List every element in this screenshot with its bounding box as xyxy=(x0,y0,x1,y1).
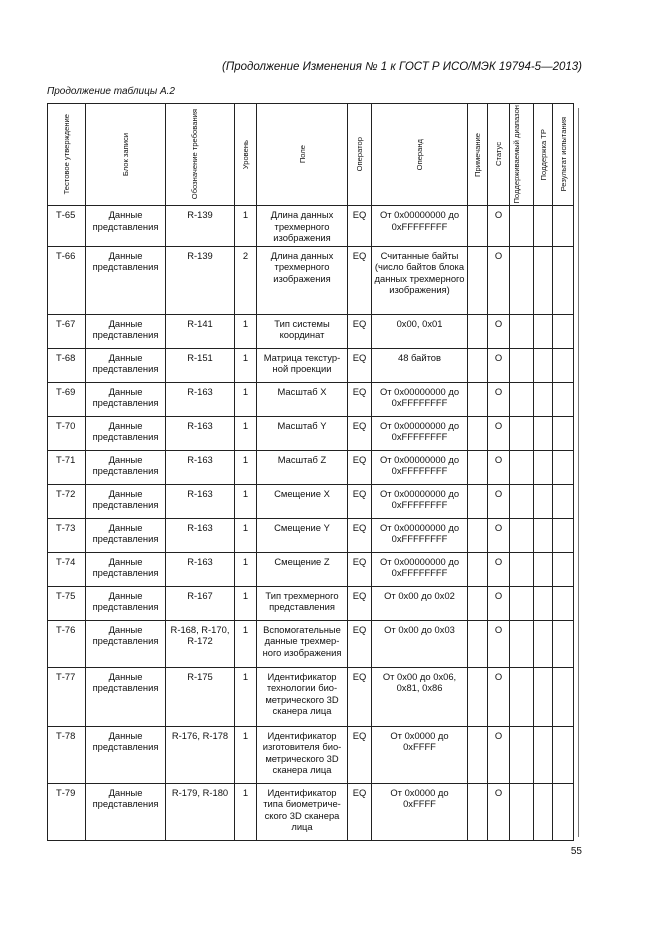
table-row xyxy=(48,382,574,416)
cell-test-result xyxy=(553,783,574,840)
cell-note xyxy=(468,484,488,518)
cell-operand: Считанные байты (число байтов блока данных трехмерного изображения) xyxy=(372,246,468,314)
cell-note xyxy=(468,206,488,247)
cell-level: 1 xyxy=(235,416,257,450)
cell-level: 1 xyxy=(235,450,257,484)
cell-operand: От 0x00000000 до 0xFFFFFFFF xyxy=(372,382,468,416)
cell-status: O xyxy=(488,484,510,518)
cell-tp-support xyxy=(534,726,553,783)
cell-status: O xyxy=(488,620,510,667)
cell-field: Масштаб Z xyxy=(257,450,348,484)
cell-test-id: Т-70 xyxy=(48,416,86,450)
table-row xyxy=(48,416,574,450)
cell-level: 1 xyxy=(235,552,257,586)
cell-level: 1 xyxy=(235,348,257,382)
column-header: Блок записи xyxy=(86,104,166,206)
cell-operand: От 0x0000 до 0xFFFF xyxy=(372,783,468,840)
cell-record-block: Данные представления xyxy=(86,783,166,840)
cell-operand: От 0x0000 до 0xFFFF xyxy=(372,726,468,783)
cell-level: 1 xyxy=(235,206,257,247)
table-row xyxy=(48,783,574,840)
cell-operand: От 0x00000000 до 0xFFFFFFFF xyxy=(372,450,468,484)
cell-tp-support xyxy=(534,552,553,586)
cell-operand: От 0x00000000 до 0xFFFFFFFF xyxy=(372,484,468,518)
cell-operator: EQ xyxy=(348,552,372,586)
cell-operator: EQ xyxy=(348,450,372,484)
cell-record-block: Данные представления xyxy=(86,586,166,620)
cell-field: Тип системы координат xyxy=(257,314,348,348)
column-header: Поддерживаемый диапазон xyxy=(510,104,534,206)
cell-record-block: Данные представления xyxy=(86,484,166,518)
cell-operator: EQ xyxy=(348,484,372,518)
cell-status: O xyxy=(488,667,510,726)
cell-level: 1 xyxy=(235,667,257,726)
cell-supported-range xyxy=(510,206,534,247)
cell-note xyxy=(468,620,488,667)
cell-operand: От 0x00 до 0x03 xyxy=(372,620,468,667)
cell-supported-range xyxy=(510,314,534,348)
cell-supported-range xyxy=(510,620,534,667)
cell-operand: От 0x00000000 до 0xFFFFFFFF xyxy=(372,552,468,586)
cell-tp-support xyxy=(534,518,553,552)
cell-note xyxy=(468,416,488,450)
cell-level: 1 xyxy=(235,518,257,552)
cell-requirement: R-139 xyxy=(166,206,235,247)
cell-tp-support xyxy=(534,667,553,726)
table-row xyxy=(48,586,574,620)
cell-note xyxy=(468,348,488,382)
cell-operand: От 0x00000000 до 0xFFFFFFFF xyxy=(372,206,468,247)
requirements-table xyxy=(47,103,574,841)
cell-tp-support xyxy=(534,382,553,416)
cell-requirement: R-151 xyxy=(166,348,235,382)
table-row xyxy=(48,620,574,667)
cell-operator: EQ xyxy=(348,620,372,667)
table-row xyxy=(48,667,574,726)
cell-note xyxy=(468,382,488,416)
cell-supported-range xyxy=(510,382,534,416)
table-header-row xyxy=(48,104,574,206)
cell-requirement: R-168, R-170, R-172 xyxy=(166,620,235,667)
cell-test-id: Т-69 xyxy=(48,382,86,416)
cell-field: Смещение Y xyxy=(257,518,348,552)
column-header: Тестовое утверждение xyxy=(48,104,86,206)
cell-field: Масштаб Y xyxy=(257,416,348,450)
cell-requirement: R-175 xyxy=(166,667,235,726)
cell-requirement: R-163 xyxy=(166,416,235,450)
column-header: Обозначение требования xyxy=(166,104,235,206)
cell-record-block: Данные представления xyxy=(86,314,166,348)
cell-record-block: Данные представления xyxy=(86,620,166,667)
cell-test-result xyxy=(553,206,574,247)
cell-supported-range xyxy=(510,667,534,726)
cell-level: 1 xyxy=(235,620,257,667)
cell-operator: EQ xyxy=(348,416,372,450)
cell-level: 1 xyxy=(235,783,257,840)
cell-record-block: Данные представления xyxy=(86,348,166,382)
cell-operator: EQ xyxy=(348,667,372,726)
cell-record-block: Данные представления xyxy=(86,382,166,416)
column-header: Примечание xyxy=(468,104,488,206)
cell-requirement: R-163 xyxy=(166,450,235,484)
cell-test-result xyxy=(553,552,574,586)
cell-field: Идентификатор изготовителя био-метрического 3D сканера лица xyxy=(257,726,348,783)
cell-level: 1 xyxy=(235,586,257,620)
cell-requirement: R-167 xyxy=(166,586,235,620)
cell-operand: От 0x00000000 до 0xFFFFFFFF xyxy=(372,518,468,552)
cell-requirement: R-176, R-178 xyxy=(166,726,235,783)
cell-status: O xyxy=(488,450,510,484)
cell-requirement: R-141 xyxy=(166,314,235,348)
cell-status: O xyxy=(488,246,510,314)
cell-level: 1 xyxy=(235,314,257,348)
cell-test-id: Т-75 xyxy=(48,586,86,620)
cell-tp-support xyxy=(534,246,553,314)
cell-field: Идентификатор технологии био-метрического 3D сканера лица xyxy=(257,667,348,726)
cell-supported-range xyxy=(510,783,534,840)
cell-status: O xyxy=(488,552,510,586)
cell-operand: 0x00, 0x01 xyxy=(372,314,468,348)
column-header: Результат испытания xyxy=(553,104,574,206)
cell-tp-support xyxy=(534,314,553,348)
cell-test-id: Т-66 xyxy=(48,246,86,314)
cell-operand: От 0x00 до 0x02 xyxy=(372,586,468,620)
cell-test-result xyxy=(553,348,574,382)
cell-operator: EQ xyxy=(348,783,372,840)
cell-test-id: Т-79 xyxy=(48,783,86,840)
cell-test-id: Т-73 xyxy=(48,518,86,552)
column-header: Оператор xyxy=(348,104,372,206)
cell-record-block: Данные представления xyxy=(86,552,166,586)
cell-field: Тип трехмерного представления xyxy=(257,586,348,620)
column-header: Поле xyxy=(257,104,348,206)
cell-test-id: Т-71 xyxy=(48,450,86,484)
cell-record-block: Данные представления xyxy=(86,518,166,552)
column-header: Статус xyxy=(488,104,510,206)
page-header: (Продолжение Изменения № 1 к ГОСТ Р ИСО/МЭК 19794-5—2013) xyxy=(222,61,582,73)
cell-status: O xyxy=(488,783,510,840)
cell-note xyxy=(468,518,488,552)
cell-field: Длина данных трехмерного изображения xyxy=(257,246,348,314)
cell-test-result xyxy=(553,726,574,783)
cell-operand: 48 байтов xyxy=(372,348,468,382)
column-header: Уровень xyxy=(235,104,257,206)
cell-test-id: Т-77 xyxy=(48,667,86,726)
cell-operator: EQ xyxy=(348,518,372,552)
cell-operator: EQ xyxy=(348,586,372,620)
cell-status: O xyxy=(488,206,510,247)
cell-supported-range xyxy=(510,484,534,518)
cell-note xyxy=(468,783,488,840)
cell-operator: EQ xyxy=(348,382,372,416)
cell-note xyxy=(468,726,488,783)
cell-requirement: R-163 xyxy=(166,518,235,552)
column-header: Операнд xyxy=(372,104,468,206)
cell-supported-range xyxy=(510,348,534,382)
cell-note xyxy=(468,450,488,484)
cell-supported-range xyxy=(510,518,534,552)
table-row xyxy=(48,552,574,586)
cell-status: O xyxy=(488,348,510,382)
cell-note xyxy=(468,667,488,726)
cell-tp-support xyxy=(534,450,553,484)
cell-tp-support xyxy=(534,416,553,450)
cell-tp-support xyxy=(534,783,553,840)
cell-test-result xyxy=(553,246,574,314)
cell-level: 1 xyxy=(235,382,257,416)
cell-field: Смещение Z xyxy=(257,552,348,586)
cell-tp-support xyxy=(534,484,553,518)
cell-operand: От 0x00000000 до 0xFFFFFFFF xyxy=(372,416,468,450)
cell-record-block: Данные представления xyxy=(86,206,166,247)
cell-requirement: R-163 xyxy=(166,552,235,586)
table-row xyxy=(48,484,574,518)
page-number: 55 xyxy=(570,846,582,857)
cell-test-id: Т-68 xyxy=(48,348,86,382)
table-row xyxy=(48,518,574,552)
table-row xyxy=(48,206,574,247)
cell-test-result xyxy=(553,518,574,552)
cell-status: O xyxy=(488,518,510,552)
cell-note xyxy=(468,314,488,348)
cell-operator: EQ xyxy=(348,348,372,382)
cell-test-id: Т-74 xyxy=(48,552,86,586)
cell-supported-range xyxy=(510,416,534,450)
cell-test-id: Т-65 xyxy=(48,206,86,247)
table-row xyxy=(48,348,574,382)
column-header: Поддержка TP xyxy=(534,104,553,206)
cell-supported-range xyxy=(510,246,534,314)
cell-test-result xyxy=(553,620,574,667)
cell-record-block: Данные представления xyxy=(86,246,166,314)
cell-test-result xyxy=(553,314,574,348)
cell-operand: От 0x00 до 0x06, 0x81, 0x86 xyxy=(372,667,468,726)
cell-record-block: Данные представления xyxy=(86,667,166,726)
cell-status: O xyxy=(488,726,510,783)
cell-test-result xyxy=(553,382,574,416)
cell-note xyxy=(468,586,488,620)
cell-field: Длина данных трехмерного изображения xyxy=(257,206,348,247)
cell-field: Идентификатор типа биометриче-ского 3D сканера лица xyxy=(257,783,348,840)
cell-level: 2 xyxy=(235,246,257,314)
cell-field: Матрица текстур-ной проекции xyxy=(257,348,348,382)
cell-tp-support xyxy=(534,206,553,247)
cell-record-block: Данные представления xyxy=(86,450,166,484)
cell-test-id: Т-72 xyxy=(48,484,86,518)
cell-operator: EQ xyxy=(348,206,372,247)
cell-field: Масштаб X xyxy=(257,382,348,416)
cell-supported-range xyxy=(510,450,534,484)
cell-requirement: R-163 xyxy=(166,484,235,518)
cell-tp-support xyxy=(534,348,553,382)
cell-requirement: R-179, R-180 xyxy=(166,783,235,840)
cell-test-result xyxy=(553,667,574,726)
cell-tp-support xyxy=(534,586,553,620)
table-row xyxy=(48,314,574,348)
cell-operator: EQ xyxy=(348,726,372,783)
table-caption: Продолжение таблицы А.2 xyxy=(47,86,175,97)
table-row xyxy=(48,450,574,484)
cell-tp-support xyxy=(534,620,553,667)
cell-status: O xyxy=(488,416,510,450)
cell-supported-range xyxy=(510,552,534,586)
cell-test-id: Т-67 xyxy=(48,314,86,348)
cell-status: O xyxy=(488,586,510,620)
cell-record-block: Данные представления xyxy=(86,726,166,783)
cell-operator: EQ xyxy=(348,246,372,314)
cell-test-result xyxy=(553,484,574,518)
cell-test-id: Т-76 xyxy=(48,620,86,667)
cell-note xyxy=(468,552,488,586)
cell-requirement: R-139 xyxy=(166,246,235,314)
cell-field: Вспомогательные данные трехмер-ного изображения xyxy=(257,620,348,667)
cell-field: Смещение X xyxy=(257,484,348,518)
cell-level: 1 xyxy=(235,726,257,783)
table-row xyxy=(48,726,574,783)
cell-test-result xyxy=(553,416,574,450)
cell-record-block: Данные представления xyxy=(86,416,166,450)
table-row xyxy=(48,246,574,314)
cell-test-id: Т-78 xyxy=(48,726,86,783)
cell-requirement: R-163 xyxy=(166,382,235,416)
cell-level: 1 xyxy=(235,484,257,518)
cell-status: O xyxy=(488,382,510,416)
cell-test-result xyxy=(553,450,574,484)
margin-line xyxy=(578,108,579,837)
cell-status: O xyxy=(488,314,510,348)
cell-note xyxy=(468,246,488,314)
cell-operator: EQ xyxy=(348,314,372,348)
cell-test-result xyxy=(553,586,574,620)
cell-supported-range xyxy=(510,586,534,620)
cell-supported-range xyxy=(510,726,534,783)
